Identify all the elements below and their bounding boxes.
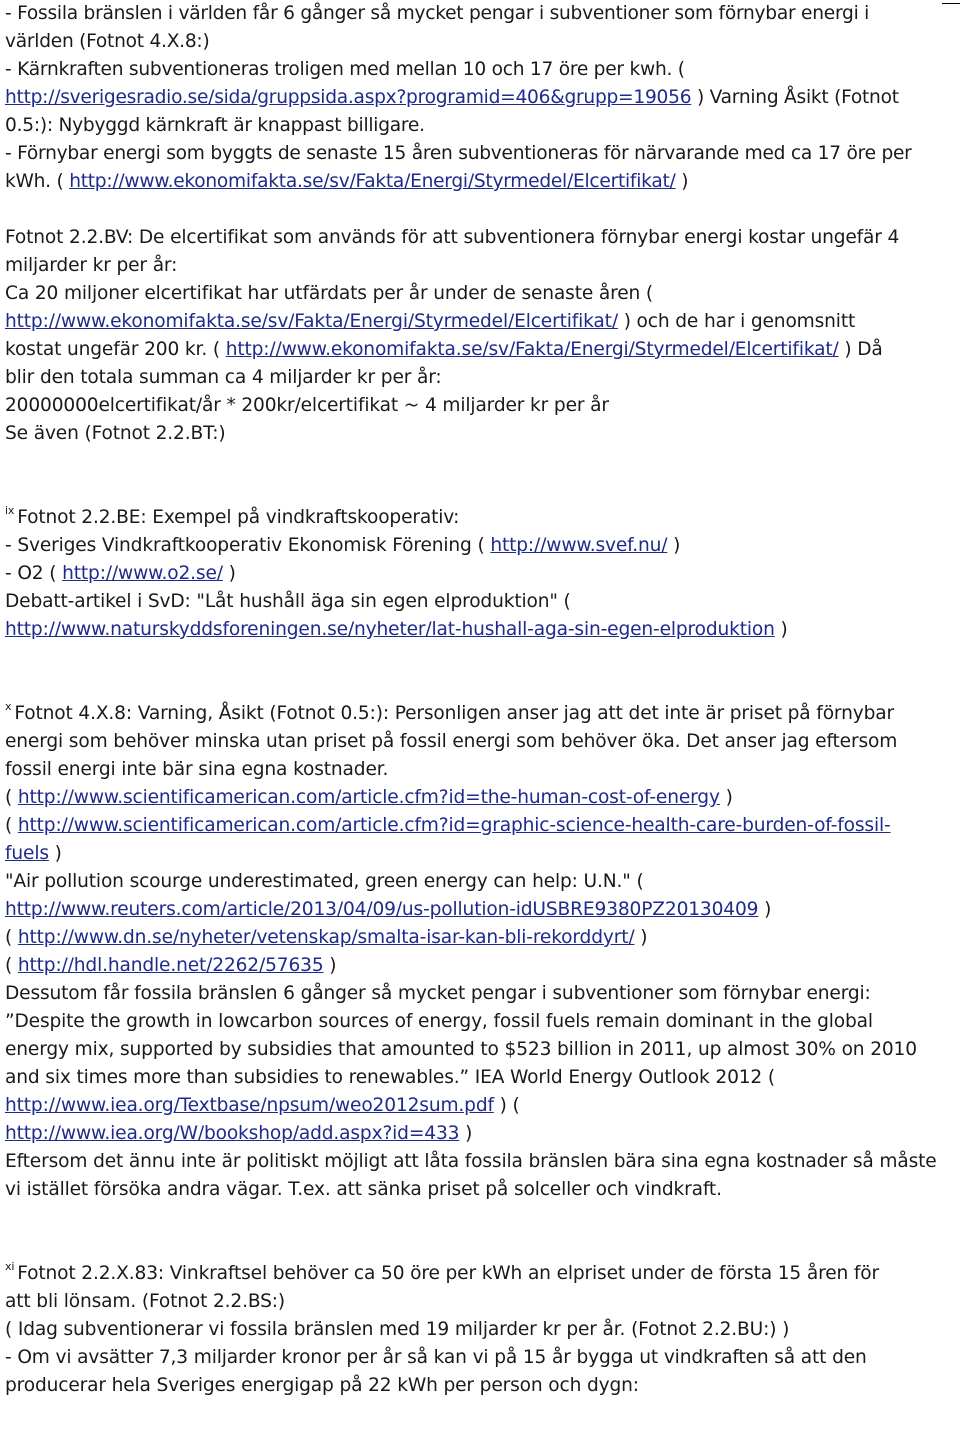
link-ekonomifakta[interactable]: http://www.ekonomifakta.se/sv/Fakta/Energi/Styrmedel/Elcertifikat/ [5, 311, 618, 332]
link-naturskyddsforeningen[interactable]: http://www.naturskyddsforeningen.se/nyheter/lat-hushall-aga-sin-egen-elproduktion [5, 619, 775, 640]
text-line [5, 560, 955, 588]
text-line: Ca 20 miljoner elcertifikat har utfärdats per år under de senaste åren ( [5, 283, 654, 304]
text-fragment: ) [758, 899, 772, 920]
text-line: blir den totala summan ca 4 miljarder kr per år: [5, 367, 442, 388]
text-fragment: Fotnot 4.X.8: Varning, Åsikt (Fotnot 0.5:): Personligen anser jag att det inte är priset på förnybar [14, 703, 894, 724]
text-fragment: ) [667, 535, 681, 556]
text-line: - Kärnkraften subventioneras troligen med mellan 10 och 17 öre per kwh. ( [5, 59, 685, 80]
text-line: Se även (Fotnot 2.2.BT:) [5, 423, 226, 444]
text-line [5, 812, 955, 840]
text-fragment: ) [459, 1123, 473, 1144]
document-page [5, 0, 955, 1400]
text-line: världen (Fotnot 4.X.8:) [5, 31, 210, 52]
text-line: ( Idag subventionerar vi fossila bränslen med 19 miljarder kr per år. (Fotnot 2.2.BU:) ) [5, 1319, 790, 1340]
text-line: producerar hela Sveriges energigap på 22 kWh per person och dygn: [5, 1375, 639, 1396]
text-line: miljarder kr per år: [5, 255, 178, 276]
text-line: Dessutom får fossila bränslen 6 gånger så mycket pengar i subventioner som förnybar energi: [5, 983, 871, 1004]
text-fragment: ) [323, 955, 337, 976]
link-ekonomifakta[interactable]: http://www.ekonomifakta.se/sv/Fakta/Energi/Styrmedel/Elcertifikat/ [225, 339, 839, 360]
text-line [5, 784, 955, 812]
footnote-marker: xi [5, 1260, 15, 1273]
text-line [5, 1260, 955, 1288]
text-line: ”Despite the growth in lowcarbon sources of energy, fossil fuels remain dominant in the global [5, 1011, 873, 1032]
link-o2[interactable]: http://www.o2.se/ [62, 563, 223, 584]
text-fragment: ) ( [493, 1095, 520, 1116]
text-line: - Förnybar energi som byggts de senaste 15 åren subventioneras för närvarande med ca 17 öre per [5, 143, 912, 164]
text-line [5, 1092, 955, 1120]
text-line: energy mix, supported by subsidies that amounted to $523 billion in 2011, up almost 30% on 2010 [5, 1039, 917, 1060]
text-line: "Air pollution scourge underestimated, green energy can help: U.N." ( [5, 871, 644, 892]
text-fragment: ) [774, 619, 788, 640]
section-footnote-ix [5, 504, 955, 644]
text-fragment: ) [48, 843, 62, 864]
text-line [5, 504, 955, 532]
link-ekonomifakta[interactable]: http://www.ekonomifakta.se/sv/Fakta/Energi/Styrmedel/Elcertifikat/ [69, 171, 676, 192]
text-fragment: - Sveriges Vindkraftkooperativ Ekonomisk Förening ( [5, 535, 491, 556]
text-fragment: ) och de har i genomsnitt [617, 311, 856, 332]
text-fragment: ( [5, 815, 18, 836]
text-fragment: ( [5, 955, 18, 976]
text-fragment: ( [5, 927, 18, 948]
text-line: vi istället försöka andra vägar. T.ex. att sänka priset på solceller och vindkraft. [5, 1179, 722, 1200]
link-scientificamerican[interactable]: http://www.scientificamerican.com/article.cfm?id=graphic-science-health-care-burden-of-fossil- [17, 815, 891, 836]
text-line [5, 532, 955, 560]
text-fragment: Fotnot 2.2.X.83: Vinkraftsel behöver ca 50 öre per kWh an elpriset under de första 15 åren för [17, 1263, 879, 1284]
text-line [5, 616, 955, 644]
text-fragment: ) [222, 563, 236, 584]
link-reuters[interactable]: http://www.reuters.com/article/2013/04/09/us-pollution-idUSBRE9380PZ20130409 [5, 899, 759, 920]
text-line: 0.5:): Nybyggd kärnkraft är knappast billigare. [5, 115, 425, 136]
text-line: and six times more than subsidies to renewables.” IEA World Energy Outlook 2012 ( [5, 1067, 775, 1088]
text-line: Debatt-artikel i SvD: "Låt hushåll äga sin egen elproduktion" ( [5, 591, 571, 612]
text-fragment: ) [634, 927, 648, 948]
section-footnote-xi [5, 1260, 955, 1400]
text-fragment: kostat ungefär 200 kr. ( [5, 339, 226, 360]
text-fragment: Fotnot 2.2.BE: Exempel på vindkraftskooperativ: [17, 507, 460, 528]
text-line: Fotnot 2.2.BV: De elcertifikat som används för att subventionera förnybar energi kostar ungefär 4 [5, 227, 900, 248]
text-fragment: ) [675, 171, 689, 192]
text-fragment: ( [5, 787, 18, 808]
text-fragment: ) Varning Åsikt (Fotnot [691, 87, 899, 108]
link-scientificamerican[interactable]: http://www.scientificamerican.com/article.cfm?id=the-human-cost-of-energy [17, 787, 720, 808]
text-fragment: - O2 ( [5, 563, 63, 584]
text-fragment: ) [719, 787, 733, 808]
text-line [5, 308, 955, 336]
text-line [5, 952, 955, 980]
link-sverigesradio[interactable]: http://sverigesradio.se/sida/gruppsida.aspx?programid=406&grupp=19056 [5, 87, 692, 108]
text-line [5, 168, 955, 196]
link-hdl-handle[interactable]: http://hdl.handle.net/2262/57635 [17, 955, 324, 976]
text-line [5, 924, 955, 952]
text-line: 20000000elcertifikat/år * 200kr/elcertifikat ~ 4 miljarder kr per år [5, 395, 609, 416]
section-footnote-2-2-bv [5, 224, 955, 448]
link-iea-weo2012[interactable]: http://www.iea.org/Textbase/npsum/weo2012sum.pdf [5, 1095, 494, 1116]
link-scientificamerican[interactable]: fuels [5, 843, 49, 864]
text-line: energi som behöver minska utan priset på fossil energi som behöver öka. Det anser jag eftersom [5, 731, 898, 752]
section-footnote-x [5, 700, 955, 1204]
footnote-marker: x [5, 700, 12, 713]
text-line: Eftersom det ännu inte är politiskt möjligt att låta fossila bränslen bära sina egna kostnader så måste [5, 1151, 937, 1172]
footnote-marker: ix [5, 504, 15, 517]
text-line: fossil energi inte bär sina egna kostnader. [5, 759, 389, 780]
link-iea-bookshop[interactable]: http://www.iea.org/W/bookshop/add.aspx?id=433 [5, 1123, 460, 1144]
text-line [5, 896, 955, 924]
section-subsidies-intro [5, 0, 955, 196]
text-line: - Om vi avsätter 7,3 miljarder kronor per år så kan vi på 15 år bygga ut vindkraften så att den [5, 1347, 867, 1368]
text-fragment: ) Då [838, 339, 883, 360]
text-line: - Fossila bränslen i världen får 6 gånger så mycket pengar i subventioner som förnybar energi i [5, 3, 870, 24]
text-line: att bli lönsam. (Fotnot 2.2.BS:) [5, 1291, 286, 1312]
text-line [5, 700, 955, 728]
text-fragment: kWh. ( [5, 171, 70, 192]
text-line [5, 336, 955, 364]
link-dn[interactable]: http://www.dn.se/nyheter/vetenskap/smalta-isar-kan-bli-rekorddyrt/ [17, 927, 635, 948]
link-svef[interactable]: http://www.svef.nu/ [490, 535, 668, 556]
text-line [5, 1120, 955, 1148]
text-line [5, 840, 955, 868]
text-line [5, 84, 955, 112]
